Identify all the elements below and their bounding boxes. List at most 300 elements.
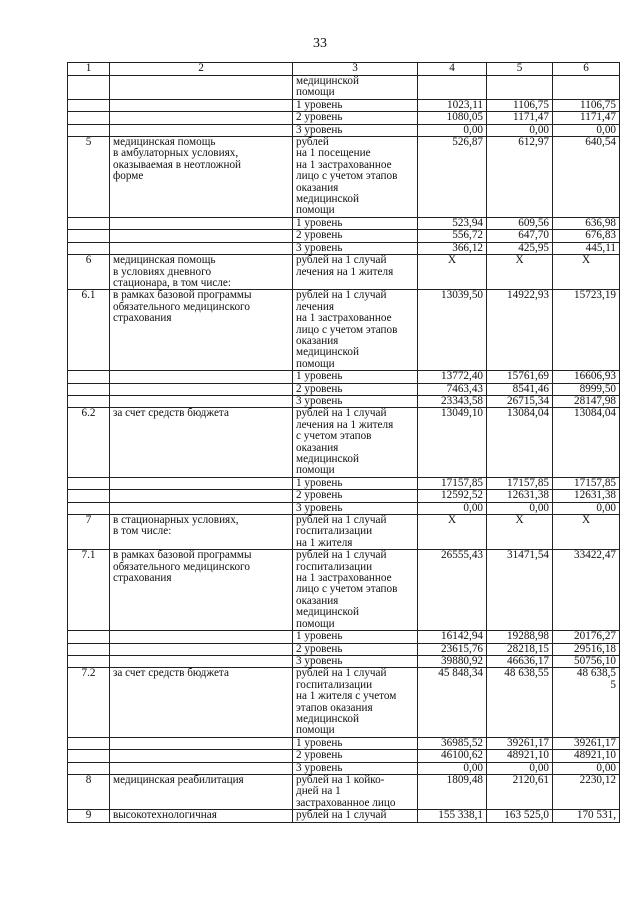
value-col6-text: 170 531, bbox=[576, 809, 616, 822]
value-col4 bbox=[418, 371, 487, 383]
value-col5-text: 48 638,55 bbox=[504, 667, 549, 680]
value-col4-text: 0,00 bbox=[463, 501, 483, 514]
row-unit bbox=[293, 242, 418, 254]
table-row bbox=[68, 762, 620, 774]
row-unit-text: 3 уровень bbox=[296, 241, 343, 254]
value-col6-text: 0,00 bbox=[596, 501, 616, 514]
row-unit bbox=[293, 762, 418, 774]
row-unit bbox=[293, 655, 418, 667]
row-number bbox=[68, 408, 110, 477]
value-col4-text: 39880,92 bbox=[441, 654, 483, 667]
value-col5 bbox=[487, 750, 553, 762]
value-col4-text: 36985,52 bbox=[441, 736, 483, 749]
value-col4 bbox=[418, 395, 487, 407]
row-name bbox=[110, 76, 293, 100]
row-unit bbox=[293, 668, 418, 737]
value-col4-text: 366,12 bbox=[452, 241, 483, 254]
row-name bbox=[110, 750, 293, 762]
value-col4-text: X bbox=[447, 254, 457, 267]
table-row bbox=[68, 217, 620, 229]
row-unit-text: рублей на 1 случай лечения на 1 жителя bbox=[296, 254, 394, 278]
row-unit-text: 1 уровень bbox=[296, 216, 343, 229]
value-col4 bbox=[418, 290, 487, 371]
table-row bbox=[68, 774, 620, 809]
row-number bbox=[68, 502, 110, 514]
header-cell: 1 bbox=[68, 63, 110, 76]
table-row bbox=[68, 230, 620, 242]
value-col6-text: 0,00 bbox=[596, 761, 616, 774]
table-row bbox=[68, 655, 620, 667]
row-unit bbox=[293, 477, 418, 489]
row-name bbox=[110, 99, 293, 111]
value-col4-text: 46100,62 bbox=[441, 749, 483, 762]
value-col4 bbox=[418, 255, 487, 290]
row-unit bbox=[293, 371, 418, 383]
row-unit-text: 1 уровень bbox=[296, 630, 343, 643]
value-col6 bbox=[553, 737, 620, 749]
value-col5 bbox=[487, 643, 553, 655]
row-unit bbox=[293, 643, 418, 655]
value-col4 bbox=[418, 490, 487, 502]
value-col5-text: 17157,85 bbox=[507, 476, 549, 489]
value-col6-text: X bbox=[581, 254, 591, 267]
value-col6-text: 676,83 bbox=[585, 229, 616, 242]
value-col4 bbox=[418, 217, 487, 229]
value-col4-text: X bbox=[447, 514, 457, 527]
value-col5 bbox=[487, 99, 553, 111]
row-number bbox=[68, 631, 110, 643]
row-name bbox=[110, 124, 293, 136]
value-col6-text: 15723,19 bbox=[574, 289, 616, 302]
value-col6 bbox=[553, 230, 620, 242]
table-row bbox=[68, 668, 620, 737]
value-col4-text: 16142,94 bbox=[441, 630, 483, 643]
value-col5-text: 28218,15 bbox=[507, 642, 549, 655]
value-col4 bbox=[418, 750, 487, 762]
value-col5 bbox=[487, 137, 553, 218]
value-col6 bbox=[553, 550, 620, 631]
value-col4-text: 0,00 bbox=[463, 123, 483, 136]
value-col5 bbox=[487, 655, 553, 667]
table-row bbox=[68, 515, 620, 550]
value-col5-text: 8541,46 bbox=[512, 382, 549, 395]
value-col6 bbox=[553, 631, 620, 643]
table-row bbox=[68, 383, 620, 395]
row-unit-text: рублей на 1 посещение на 1 застрахованное лицо с учетом этапов оказания медицинской помощи bbox=[296, 136, 398, 217]
value-col4-text: 155 338,1 bbox=[438, 809, 483, 822]
value-col4 bbox=[418, 112, 487, 124]
value-col6-text: 16606,93 bbox=[574, 370, 616, 383]
row-unit bbox=[293, 230, 418, 242]
value-col5-text: 31471,54 bbox=[507, 549, 549, 562]
row-name bbox=[110, 774, 293, 809]
row-unit-text: рублей на 1 случай bbox=[296, 809, 387, 822]
row-number bbox=[68, 643, 110, 655]
value-col6-text: 0,00 bbox=[596, 123, 616, 136]
table-row bbox=[68, 371, 620, 383]
row-name bbox=[110, 230, 293, 242]
value-col6 bbox=[553, 124, 620, 136]
row-unit bbox=[293, 383, 418, 395]
header-cell: 3 bbox=[293, 63, 418, 76]
value-col5-text: 0,00 bbox=[529, 501, 549, 514]
value-col4-text: 23615,76 bbox=[441, 642, 483, 655]
row-unit bbox=[293, 490, 418, 502]
row-name bbox=[110, 810, 293, 822]
value-col4-text: 526,87 bbox=[452, 136, 483, 149]
row-name bbox=[110, 502, 293, 514]
row-number bbox=[68, 99, 110, 111]
row-number-text: 7 bbox=[85, 514, 92, 527]
value-col6 bbox=[553, 750, 620, 762]
header-cell: 6 bbox=[553, 63, 620, 76]
value-col5 bbox=[487, 230, 553, 242]
value-col5 bbox=[487, 737, 553, 749]
row-unit-text: 2 уровень bbox=[296, 111, 343, 124]
table-row bbox=[68, 242, 620, 254]
value-col6 bbox=[553, 502, 620, 514]
row-name-text: медицинская помощь в условиях дневного стационара, в том числе: bbox=[113, 254, 231, 289]
value-col5-text: 13084,04 bbox=[507, 407, 549, 420]
value-col5 bbox=[487, 217, 553, 229]
value-col4 bbox=[418, 550, 487, 631]
row-unit-text: 2 уровень bbox=[296, 642, 343, 655]
value-col6-text: 48921,10 bbox=[574, 749, 616, 762]
value-col5-text: 1171,47 bbox=[513, 111, 549, 124]
value-col5 bbox=[487, 408, 553, 477]
value-col6 bbox=[553, 810, 620, 822]
value-col4 bbox=[418, 408, 487, 477]
value-col4-text: 23343,58 bbox=[441, 394, 483, 407]
value-col4 bbox=[418, 230, 487, 242]
row-name-text: медицинская помощь в амбулаторных условиях, оказываемая в неотложной форме bbox=[113, 136, 242, 183]
row-unit bbox=[293, 774, 418, 809]
value-col5-text: 14922,93 bbox=[507, 289, 549, 302]
value-col4 bbox=[418, 631, 487, 643]
row-unit-text: 1 уровень bbox=[296, 736, 343, 749]
value-col6 bbox=[553, 477, 620, 489]
value-col6 bbox=[553, 408, 620, 477]
value-col5-text: 26715,34 bbox=[507, 394, 549, 407]
value-col5 bbox=[487, 290, 553, 371]
table-row bbox=[68, 750, 620, 762]
row-unit-text: 1 уровень bbox=[296, 370, 343, 383]
value-col5-text: 163 525,0 bbox=[504, 809, 549, 822]
row-name bbox=[110, 762, 293, 774]
row-number-text: 6.2 bbox=[81, 407, 96, 420]
row-number bbox=[68, 124, 110, 136]
value-col5-text: 0,00 bbox=[529, 761, 549, 774]
value-col5 bbox=[487, 371, 553, 383]
row-unit bbox=[293, 76, 418, 100]
value-col5 bbox=[487, 395, 553, 407]
value-col6-text: 13084,04 bbox=[574, 407, 616, 420]
value-col6-text: 445,11 bbox=[585, 241, 616, 254]
value-col4 bbox=[418, 124, 487, 136]
value-col6 bbox=[553, 76, 620, 100]
tariff-table bbox=[67, 62, 620, 823]
row-unit bbox=[293, 255, 418, 290]
value-col6 bbox=[553, 395, 620, 407]
row-number bbox=[68, 217, 110, 229]
value-col4 bbox=[418, 810, 487, 822]
row-name-text: за счет средств бюджета bbox=[113, 667, 229, 680]
row-unit-text: рублей на 1 койко- дней на 1 застрахованное лицо bbox=[296, 773, 396, 809]
row-unit bbox=[293, 408, 418, 477]
table-row bbox=[68, 810, 620, 822]
row-unit-text: 3 уровень bbox=[296, 394, 343, 407]
value-col4-text: 1080,05 bbox=[446, 111, 483, 124]
row-name bbox=[110, 550, 293, 631]
row-unit-text: рублей на 1 случай госпитализации на 1 жителя с учетом этапов оказания медицинской помощи bbox=[296, 667, 397, 737]
row-number-text: 7.1 bbox=[81, 549, 96, 562]
table-row bbox=[68, 631, 620, 643]
value-col6 bbox=[553, 99, 620, 111]
value-col6-text: 8999,50 bbox=[579, 382, 616, 395]
value-col5-text: 46636,17 bbox=[507, 654, 549, 667]
value-col6 bbox=[553, 383, 620, 395]
row-number bbox=[68, 477, 110, 489]
row-unit-text: 3 уровень bbox=[296, 654, 343, 667]
value-col6 bbox=[553, 490, 620, 502]
row-number bbox=[68, 762, 110, 774]
value-col4 bbox=[418, 137, 487, 218]
page-number: 33 bbox=[313, 36, 327, 51]
row-number bbox=[68, 395, 110, 407]
value-col5 bbox=[487, 477, 553, 489]
value-col4 bbox=[418, 643, 487, 655]
row-name bbox=[110, 112, 293, 124]
row-unit-text: 1 уровень bbox=[296, 476, 343, 489]
value-col4 bbox=[418, 99, 487, 111]
value-col4-text: 13772,40 bbox=[441, 370, 483, 383]
value-col4-text: 13049,10 bbox=[441, 407, 483, 420]
row-number bbox=[68, 76, 110, 100]
value-col5-text: 1106,75 bbox=[513, 98, 549, 111]
row-unit bbox=[293, 810, 418, 822]
row-name-text: за счет средств бюджета bbox=[113, 407, 229, 420]
row-name bbox=[110, 477, 293, 489]
value-col4-text: 1023,11 bbox=[447, 98, 483, 111]
value-col5-text: X bbox=[515, 514, 524, 527]
value-col5 bbox=[487, 668, 553, 737]
value-col6 bbox=[553, 137, 620, 218]
value-col6-text: 20176,27 bbox=[574, 630, 616, 643]
table-row bbox=[68, 395, 620, 407]
value-col5-text: 39261,17 bbox=[507, 736, 549, 749]
row-unit bbox=[293, 124, 418, 136]
table-header-row bbox=[68, 63, 620, 76]
value-col4 bbox=[418, 502, 487, 514]
value-col4-text: 17157,85 bbox=[441, 476, 483, 489]
value-col5-text: 0,00 bbox=[529, 123, 549, 136]
row-number bbox=[68, 668, 110, 737]
table-row bbox=[68, 490, 620, 502]
row-number bbox=[68, 490, 110, 502]
table-row bbox=[68, 550, 620, 631]
header-cell: 5 bbox=[487, 63, 553, 76]
value-col6 bbox=[553, 515, 620, 550]
table-row bbox=[68, 643, 620, 655]
row-name bbox=[110, 408, 293, 477]
row-name bbox=[110, 371, 293, 383]
value-col4-text: 556,72 bbox=[452, 229, 483, 242]
value-col4-text: 523,94 bbox=[452, 216, 483, 229]
table-row bbox=[68, 137, 620, 218]
value-col6-text: 17157,85 bbox=[574, 476, 616, 489]
row-number bbox=[68, 750, 110, 762]
table-row bbox=[68, 124, 620, 136]
row-unit bbox=[293, 502, 418, 514]
row-name bbox=[110, 383, 293, 395]
row-name bbox=[110, 242, 293, 254]
row-unit-text: рублей на 1 случай лечения на 1 застрахованное лицо с учетом этапов оказания медицинской помощи bbox=[296, 289, 398, 370]
value-col4-text: 7463,43 bbox=[446, 382, 483, 395]
row-unit-text: медицинской помощи bbox=[296, 75, 359, 99]
value-col4 bbox=[418, 762, 487, 774]
value-col4 bbox=[418, 668, 487, 737]
value-col5-text: 425,95 bbox=[518, 241, 549, 254]
table-row bbox=[68, 255, 620, 290]
value-col6 bbox=[553, 371, 620, 383]
value-col6-text: 1106,75 bbox=[580, 98, 616, 111]
row-name-text: высокотехнологичная bbox=[113, 809, 217, 822]
row-name bbox=[110, 217, 293, 229]
value-col5-text: 647,70 bbox=[518, 229, 549, 242]
row-number-text: 6 bbox=[85, 254, 92, 267]
row-unit bbox=[293, 112, 418, 124]
value-col6-text: 640,54 bbox=[585, 136, 616, 149]
value-col5-text: 15761,69 bbox=[507, 370, 549, 383]
row-unit bbox=[293, 99, 418, 111]
row-number bbox=[68, 810, 110, 822]
table-row bbox=[68, 76, 620, 100]
row-unit bbox=[293, 737, 418, 749]
value-col4 bbox=[418, 774, 487, 809]
row-unit bbox=[293, 137, 418, 218]
value-col5 bbox=[487, 242, 553, 254]
value-col5-text: 609,56 bbox=[518, 216, 549, 229]
row-unit-text: 3 уровень bbox=[296, 501, 343, 514]
value-col5 bbox=[487, 631, 553, 643]
value-col5-text: 2120,61 bbox=[512, 773, 549, 786]
row-name bbox=[110, 655, 293, 667]
row-unit bbox=[293, 750, 418, 762]
row-name bbox=[110, 137, 293, 218]
row-name bbox=[110, 668, 293, 737]
value-col4 bbox=[418, 242, 487, 254]
row-name bbox=[110, 643, 293, 655]
table-row bbox=[68, 99, 620, 111]
row-number bbox=[68, 550, 110, 631]
value-col4 bbox=[418, 515, 487, 550]
value-col6 bbox=[553, 774, 620, 809]
value-col6-text: 636,98 bbox=[585, 216, 616, 229]
header-cell: 2 bbox=[110, 63, 293, 76]
row-number-text: 7.2 bbox=[81, 667, 96, 680]
value-col4 bbox=[418, 737, 487, 749]
value-col6-text: 39261,17 bbox=[574, 736, 616, 749]
value-col6 bbox=[553, 762, 620, 774]
row-unit-text: рублей на 1 случай госпитализации на 1 застрахованное лицо с учетом этапов оказания медицинской помощи bbox=[296, 549, 398, 630]
row-number-text: 5 bbox=[85, 136, 92, 149]
row-number bbox=[68, 515, 110, 550]
value-col6-text: 12631,38 bbox=[574, 489, 616, 502]
row-unit bbox=[293, 395, 418, 407]
row-name bbox=[110, 490, 293, 502]
row-number bbox=[68, 371, 110, 383]
value-col6-text: 2230,12 bbox=[579, 773, 616, 786]
row-name bbox=[110, 737, 293, 749]
row-number bbox=[68, 137, 110, 218]
value-col5 bbox=[487, 490, 553, 502]
row-number bbox=[68, 230, 110, 242]
value-col6-text: 1171,47 bbox=[580, 111, 616, 124]
row-unit-text: 2 уровень bbox=[296, 489, 343, 502]
value-col4 bbox=[418, 383, 487, 395]
value-col6-text: 29516,18 bbox=[574, 642, 616, 655]
row-number bbox=[68, 737, 110, 749]
row-number-text: 8 bbox=[85, 773, 92, 786]
value-col6-text: 28147,98 bbox=[574, 394, 616, 407]
row-number bbox=[68, 655, 110, 667]
row-unit-text: 3 уровень bbox=[296, 123, 343, 136]
row-number bbox=[68, 383, 110, 395]
value-col4-text: 12592,52 bbox=[441, 489, 483, 502]
value-col5 bbox=[487, 774, 553, 809]
value-col4 bbox=[418, 477, 487, 489]
row-name bbox=[110, 255, 293, 290]
row-unit-text: 2 уровень bbox=[296, 382, 343, 395]
table-row bbox=[68, 112, 620, 124]
row-number bbox=[68, 774, 110, 809]
value-col6 bbox=[553, 655, 620, 667]
row-unit bbox=[293, 631, 418, 643]
row-number bbox=[68, 112, 110, 124]
value-col5 bbox=[487, 762, 553, 774]
row-number-text: 6.1 bbox=[81, 289, 96, 302]
row-name-text: в стационарных условиях, в том числе: bbox=[113, 514, 239, 538]
value-col5-text: 12631,38 bbox=[507, 489, 549, 502]
value-col6 bbox=[553, 217, 620, 229]
value-col6 bbox=[553, 255, 620, 290]
value-col4 bbox=[418, 76, 487, 100]
value-col5-text: X bbox=[515, 254, 524, 267]
value-col6 bbox=[553, 112, 620, 124]
row-unit-text: 2 уровень bbox=[296, 749, 343, 762]
row-name-text: в рамках базовой программы обязательного медицинского страхования bbox=[113, 549, 252, 585]
value-col4-text: 13039,50 bbox=[441, 289, 483, 302]
value-col5-text: 19288,98 bbox=[507, 630, 549, 643]
table-row bbox=[68, 408, 620, 477]
value-col5 bbox=[487, 502, 553, 514]
value-col4-text: 45 848,34 bbox=[438, 667, 483, 680]
row-unit-text: 2 уровень bbox=[296, 229, 343, 242]
value-col5 bbox=[487, 255, 553, 290]
row-unit-text: 3 уровень bbox=[296, 761, 343, 774]
value-col4-text: 26555,43 bbox=[441, 549, 483, 562]
value-col5 bbox=[487, 383, 553, 395]
value-col6-text: 33422,47 bbox=[574, 549, 616, 562]
row-name-text: медицинская реабилитация bbox=[113, 773, 244, 786]
value-col5-text: 612,97 bbox=[518, 136, 549, 149]
value-col4-text: 0,00 bbox=[463, 761, 483, 774]
value-col6 bbox=[553, 668, 620, 737]
value-col5 bbox=[487, 76, 553, 100]
table-row bbox=[68, 290, 620, 371]
row-number bbox=[68, 290, 110, 371]
row-unit-text: рублей на 1 случай госпитализации на 1 жителя bbox=[296, 514, 387, 549]
